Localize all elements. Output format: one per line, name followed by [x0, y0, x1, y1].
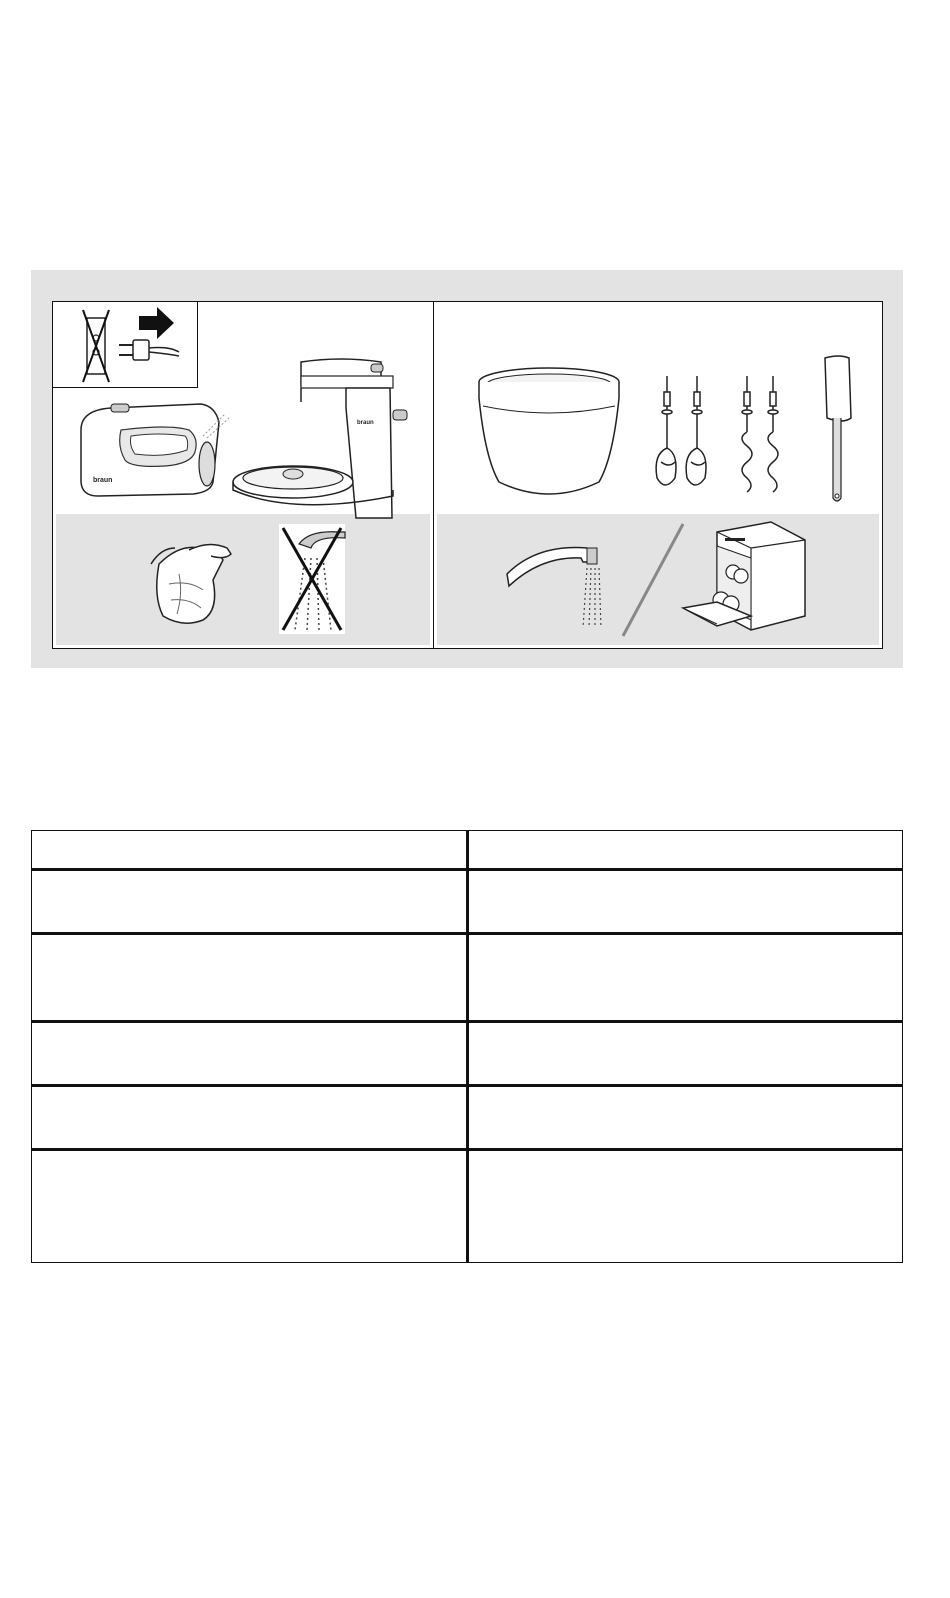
table-row-divider [32, 1148, 902, 1151]
or-separator [619, 520, 689, 640]
table-column-divider [466, 831, 469, 1262]
no-water-icon [279, 524, 349, 636]
bowl-icon [477, 362, 627, 502]
unplug-icon [53, 302, 197, 387]
table-row-divider [32, 1020, 902, 1023]
table-row-divider [32, 868, 902, 871]
dough-hooks-icon [733, 372, 793, 502]
cleaning-illustration-panel [31, 270, 903, 668]
wipe-cloth-icon [149, 524, 249, 634]
spatula-icon [819, 354, 859, 504]
cleaning-illustration-frame [52, 301, 883, 649]
svg-text:braun: braun [93, 477, 113, 484]
steam-icon [201, 410, 231, 440]
mixer-stand-icon [231, 354, 431, 504]
unplug-box [53, 302, 198, 388]
table-row-divider [32, 932, 902, 935]
illustration-divider [433, 302, 434, 648]
beaters-icon [651, 372, 721, 502]
dishwasher-icon [681, 518, 811, 633]
table-row-divider [32, 1084, 902, 1087]
troubleshooting-table [31, 830, 903, 1263]
svg-text:braun: braun [357, 420, 374, 426]
faucet-icon [507, 524, 617, 634]
